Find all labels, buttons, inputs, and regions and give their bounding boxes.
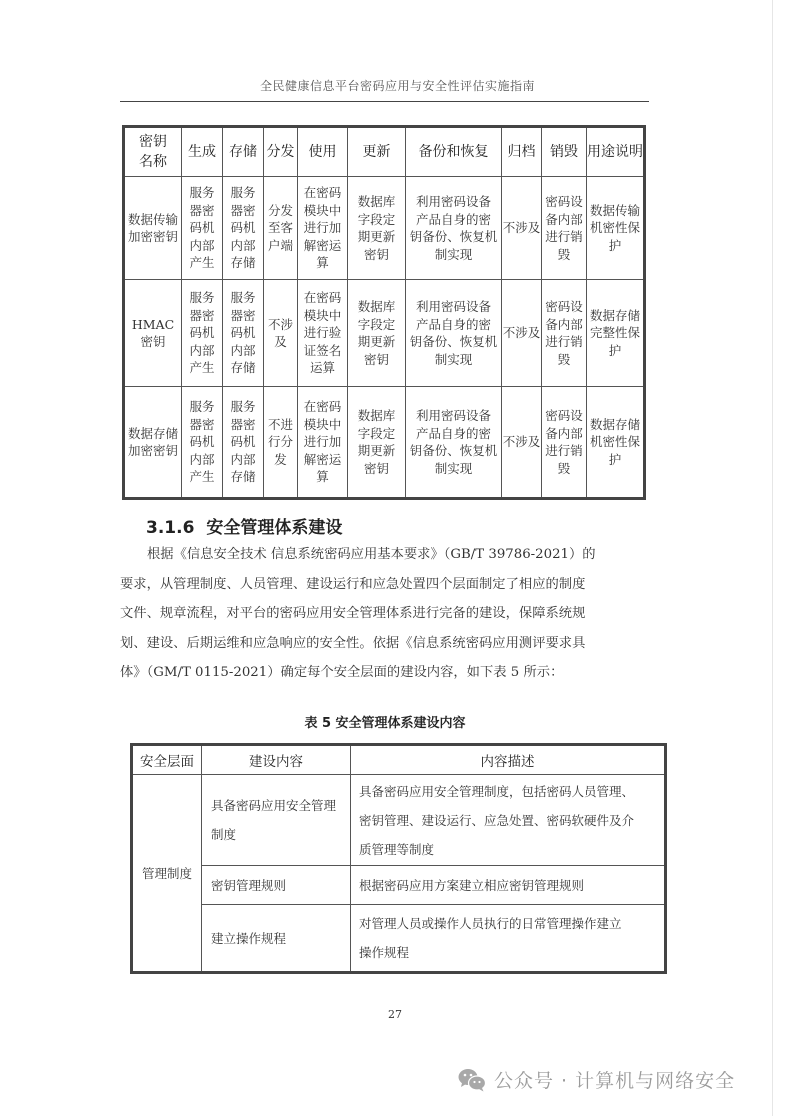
cell-line: 证签名 xyxy=(303,342,342,358)
cell-line: 利用密码设备 xyxy=(415,408,491,423)
store-cell xyxy=(223,177,264,280)
running-header: 全民健康信息平台密码应用与安全性评估实施指南 xyxy=(260,79,536,93)
column-header xyxy=(542,127,587,177)
cell-line: 器密 xyxy=(230,416,256,432)
section-number: 3.1.6 xyxy=(146,518,195,538)
cell-line: 机密性保 xyxy=(589,434,640,450)
store-cell xyxy=(223,387,264,499)
cell-line: 密钥 xyxy=(363,246,389,262)
cell-line: 利用密码设备 xyxy=(415,299,491,314)
page-edge-line xyxy=(772,0,773,1116)
name-cell xyxy=(124,177,182,280)
cell-line: 户端 xyxy=(267,237,293,253)
header-line: 备份和恢复 xyxy=(418,144,489,160)
table-row xyxy=(124,280,645,387)
column-header xyxy=(182,127,223,177)
cell-line: 数据传输 xyxy=(127,211,178,227)
column-header xyxy=(298,127,348,177)
watermark xyxy=(458,1066,735,1093)
cell-line: 备内部 xyxy=(545,316,583,332)
cell-line: 服务 xyxy=(189,185,215,201)
cell-line: 不涉及 xyxy=(502,325,541,341)
generate-cell xyxy=(182,280,223,387)
cell-line: 模块中 xyxy=(303,202,342,218)
cell-line: 不涉及 xyxy=(502,434,541,450)
cell-line: 进行验 xyxy=(303,325,342,341)
security-management-table xyxy=(130,743,667,974)
key-lifecycle-table xyxy=(122,125,646,500)
cell-line: 器密 xyxy=(189,416,215,432)
cell-line: 码机 xyxy=(189,434,215,450)
description-cell: 根据密码应用方案建立相应密钥管理规则 xyxy=(351,866,666,905)
cell-line: 码机 xyxy=(189,220,215,236)
distribute-cell xyxy=(264,280,298,387)
cell-line: 不涉 xyxy=(267,316,293,332)
watermark-text: 公众号 · 计算机与网络安全 xyxy=(494,1070,736,1092)
cell-line: 存储 xyxy=(230,360,256,376)
cell-line: 钥备份、恢复机 xyxy=(409,334,498,349)
table-row xyxy=(132,775,666,866)
destroy-cell xyxy=(542,280,587,387)
table-row xyxy=(124,177,645,280)
paragraph-line: 体》（GM/T 0115-2021）确定每个安全层面的建设内容，如下表 5 所示： xyxy=(120,665,564,681)
cell-line: 行分 xyxy=(267,434,293,450)
cell-line: 期更新 xyxy=(357,229,396,244)
cell-line: 毁 xyxy=(557,246,571,262)
destroy-cell xyxy=(542,387,587,499)
cell-line: 密钥 xyxy=(363,351,389,367)
update-cell xyxy=(348,177,406,280)
key-table-header-row xyxy=(124,127,645,177)
header-line: 密钥 xyxy=(139,134,167,150)
backup-cell xyxy=(406,387,502,499)
cell-line: 数据存储 xyxy=(127,425,178,441)
purpose-cell xyxy=(587,280,645,387)
cell-line: 器密 xyxy=(230,307,256,323)
distribute-cell xyxy=(264,177,298,280)
header-line: 销毁 xyxy=(550,144,578,160)
cell-line: 存储 xyxy=(230,255,256,271)
cell-line: 解密运 xyxy=(303,237,342,253)
cell-line: 算 xyxy=(316,255,329,271)
cell-line: 密码设 xyxy=(545,299,583,314)
cell-line: 加密密钥 xyxy=(127,443,178,458)
table-row xyxy=(132,866,666,905)
table-caption: 表 5 安全管理体系建设内容 xyxy=(304,716,466,731)
cell-line: 机密性保 xyxy=(589,220,640,236)
cell-line: 对管理人员或操作人员执行的日常管理操作建立 xyxy=(359,916,622,931)
cell-line: 制实现 xyxy=(434,460,473,476)
content-cell: 密钥管理规则 xyxy=(202,866,351,905)
cell-line: 制实现 xyxy=(434,246,473,262)
column-header: 建设内容 xyxy=(202,745,351,775)
cell-line: 服务 xyxy=(230,185,256,201)
purpose-cell xyxy=(587,177,645,280)
cell-line: 内部 xyxy=(189,451,215,467)
cell-line: 利用密码设备 xyxy=(415,194,491,209)
cell-line: 数据存储 xyxy=(589,416,640,432)
cell-line: 毁 xyxy=(557,460,571,476)
cell-line: 产生 xyxy=(189,469,215,485)
cell-line: 码机 xyxy=(230,434,256,450)
cell-line: 数据传输 xyxy=(589,202,640,218)
cell-line: 内部 xyxy=(189,342,215,358)
cell-line: 产生 xyxy=(189,360,215,376)
cell-line: 器密 xyxy=(189,307,215,323)
purpose-cell xyxy=(587,387,645,499)
column-header xyxy=(502,127,542,177)
cell-line: 在密码 xyxy=(303,185,342,201)
content-cell: 建立操作规程 xyxy=(202,905,351,973)
cell-line: 数据库 xyxy=(357,299,396,314)
paragraph-line: 要求，从管理制度、人员管理、建设运行和应急处置四个层面制定了相应的制度 xyxy=(120,576,586,592)
cell-line: 器密 xyxy=(189,202,215,218)
cell-line: 密钥 xyxy=(363,460,389,476)
header-line: 名称 xyxy=(139,154,167,170)
store-cell xyxy=(223,280,264,387)
cell-line: 制度 xyxy=(211,827,237,842)
cell-line: 护 xyxy=(608,342,622,358)
cell-line: 钥备份、恢复机 xyxy=(409,443,498,458)
cell-line: 进行销 xyxy=(545,443,583,458)
cell-line: HMAC xyxy=(131,316,175,332)
column-header xyxy=(406,127,502,177)
cell-line: 制实现 xyxy=(434,351,473,367)
cell-line: 模块中 xyxy=(303,307,342,323)
content-cell xyxy=(202,775,351,866)
use-cell xyxy=(298,387,348,499)
column-header xyxy=(124,127,182,177)
cell-line: 不涉及 xyxy=(502,220,541,236)
cell-line: 毁 xyxy=(557,351,571,367)
cell-line: 钥备份、恢复机 xyxy=(409,229,498,244)
backup-cell xyxy=(406,280,502,387)
cell-line: 备内部 xyxy=(545,211,583,227)
name-cell xyxy=(124,280,182,387)
column-header: 内容描述 xyxy=(351,745,666,775)
cell-line: 码机 xyxy=(189,325,215,341)
table-row xyxy=(132,905,666,973)
cell-line: 产生 xyxy=(189,255,215,271)
cell-line: 密码设 xyxy=(545,408,583,423)
layer-cell: 管理制度 xyxy=(132,775,202,973)
cell-line: 服务 xyxy=(189,399,215,415)
cell-line: 及 xyxy=(274,334,287,349)
table-row xyxy=(124,387,645,499)
backup-cell xyxy=(406,177,502,280)
paragraph-line: 根据《信息安全技术 信息系统密码应用基本要求》（GB/T 39786-2021）的 xyxy=(147,547,596,562)
name-cell xyxy=(124,387,182,499)
archive-cell xyxy=(502,280,542,387)
section-title: 安全管理体系建设 xyxy=(206,518,343,538)
cell-line: 护 xyxy=(608,237,622,253)
cell-line: 码机 xyxy=(230,325,256,341)
cell-line: 码机 xyxy=(230,220,256,236)
header-line: 更新 xyxy=(362,144,391,160)
cell-line: 服务 xyxy=(189,290,215,306)
cell-line: 解密运 xyxy=(303,451,342,467)
header-line: 存储 xyxy=(229,144,257,160)
cell-line: 内部 xyxy=(230,451,256,467)
column-header: 安全层面 xyxy=(132,745,202,775)
cell-line: 期更新 xyxy=(357,443,396,458)
cell-line: 在密码 xyxy=(303,290,342,306)
cell-line: 字段定 xyxy=(357,316,396,332)
cell-line: 算 xyxy=(316,469,329,485)
cell-line: 备内部 xyxy=(545,425,583,441)
cell-line: 密钥 xyxy=(140,334,166,349)
cell-line: 数据库 xyxy=(357,408,396,423)
header-line: 用途说明 xyxy=(587,144,643,160)
cell-line: 操作规程 xyxy=(359,945,410,960)
paragraph-line: 文件、规章流程，对平台的密码应用安全管理体系进行完备的建设，保障系统规 xyxy=(120,606,586,622)
cell-line: 完整性保 xyxy=(589,325,640,341)
cell-line: 期更新 xyxy=(357,334,396,349)
cell-line: 模块中 xyxy=(303,416,342,432)
cell-line: 产品自身的密 xyxy=(415,425,491,441)
header-rule xyxy=(120,101,649,102)
cell-line: 内部 xyxy=(230,342,256,358)
cell-line: 产品自身的密 xyxy=(415,316,491,332)
paragraph-line: 划、建设、后期运维和应急响应的安全性。依据《信息系统密码应用测评要求具 xyxy=(120,635,586,651)
cell-line: 服务 xyxy=(230,399,256,415)
archive-cell xyxy=(502,387,542,499)
cell-line: 运算 xyxy=(309,360,335,376)
column-header xyxy=(348,127,406,177)
use-cell xyxy=(298,177,348,280)
description-cell xyxy=(351,775,666,866)
distribute-cell xyxy=(264,387,298,499)
cell-line: 不进 xyxy=(267,416,293,432)
wechat-icon xyxy=(458,1068,486,1092)
cell-line: 数据库 xyxy=(357,194,396,209)
cell-line: 护 xyxy=(608,451,622,467)
section-paragraph xyxy=(120,540,650,688)
cell-line: 进行加 xyxy=(303,220,342,236)
cell-line: 内部 xyxy=(189,237,215,253)
cell-line: 产品自身的密 xyxy=(415,211,491,227)
column-header xyxy=(587,127,645,177)
section-heading xyxy=(146,513,342,538)
cell-line: 具备密码应用安全管理制度，包括密码人员管理、 xyxy=(359,783,635,799)
cell-line: 质管理等制度 xyxy=(359,841,435,857)
cell-line: 分发 xyxy=(267,202,293,218)
cell-line: 加密密钥 xyxy=(127,229,178,244)
generate-cell xyxy=(182,387,223,499)
update-cell xyxy=(348,280,406,387)
cell-line: 发 xyxy=(274,451,287,467)
cell-line: 服务 xyxy=(230,290,256,306)
description-cell xyxy=(351,905,666,973)
cell-line: 器密 xyxy=(230,202,256,218)
cell-line: 字段定 xyxy=(357,425,396,441)
header-line: 归档 xyxy=(507,144,536,160)
cell-line: 字段定 xyxy=(357,211,396,227)
update-cell xyxy=(348,387,406,499)
cell-line: 存储 xyxy=(230,469,256,485)
cell-line: 内部 xyxy=(230,237,256,253)
use-cell xyxy=(298,280,348,387)
page-number: 27 xyxy=(388,1008,402,1021)
header-line: 使用 xyxy=(308,144,337,160)
archive-cell xyxy=(502,177,542,280)
cell-line: 进行销 xyxy=(545,334,583,349)
mgmt-table-header-row xyxy=(132,745,666,775)
cell-line: 进行销 xyxy=(545,229,583,244)
header-line: 分发 xyxy=(266,144,295,160)
header-line: 生成 xyxy=(188,144,216,160)
destroy-cell xyxy=(542,177,587,280)
column-header xyxy=(264,127,298,177)
cell-line: 进行加 xyxy=(303,434,342,450)
cell-line: 在密码 xyxy=(303,399,342,415)
cell-line: 至客 xyxy=(267,220,293,236)
cell-line: 数据存储 xyxy=(589,307,640,323)
cell-line: 密码设 xyxy=(545,194,583,209)
cell-line: 密钥管理、建设运行、应急处置、密码软硬件及介 xyxy=(359,812,635,828)
generate-cell xyxy=(182,177,223,280)
cell-line: 具备密码应用安全管理 xyxy=(211,798,337,813)
column-header xyxy=(223,127,264,177)
